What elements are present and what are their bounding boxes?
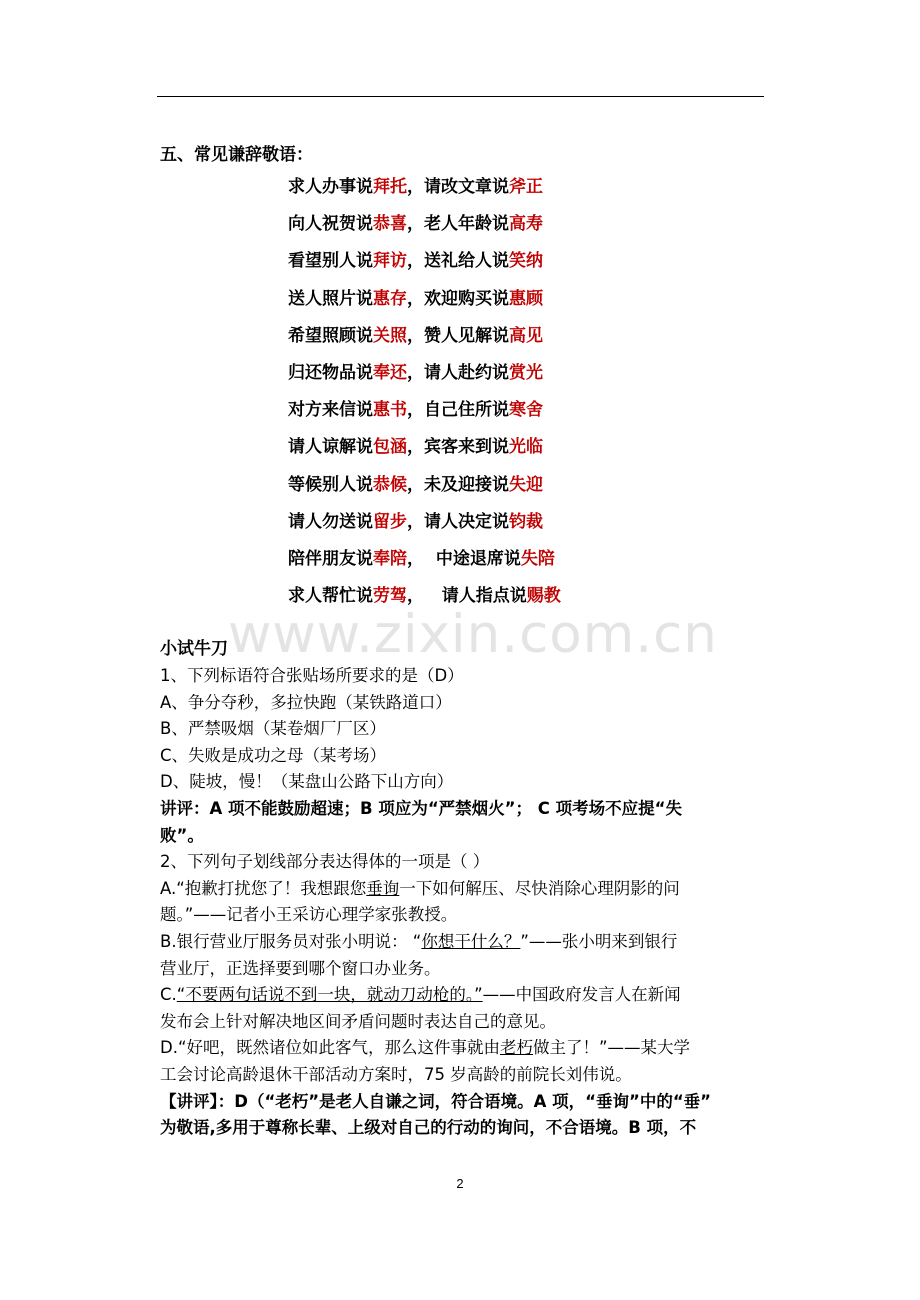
question-block — [160, 663, 766, 1142]
phrase-line: 请人谅解说包涵，宾客来到说光临 — [288, 437, 543, 458]
header-rule — [157, 96, 764, 97]
question-2-comment-cont: 为敬语,多用于尊称长辈、上级对自己的行动的询问，不合语境。B 项，不 — [160, 1118, 697, 1138]
phrase-line: 希望照顾说关照，赞人见解说高见 — [288, 325, 543, 346]
phrase-line: 求人办事说拜托，请改文章说斧正 — [288, 177, 543, 197]
question-2-option-a: A.“抱歉打扰您了！我想跟您垂询一下如何解压、尽快消除心理阴影的问 — [160, 878, 680, 898]
phrase-line: 看望别人说拜访，送礼给人说笑纳 — [288, 251, 543, 272]
question-2-option-d-cont: 工会讨论高龄退休干部活动方案时，75 岁高龄的前院长刘伟说。 — [160, 1064, 632, 1084]
practice-title: 小试牛刀 — [160, 639, 228, 659]
question-2-option-d: D.“好吧，既然诸位如此客气，那么这件事就由老朽做主了！”——某大学 — [160, 1038, 691, 1058]
question-1-comment: 讲评：A 项不能鼓励超速；B 项应为“严禁烟火”； C 项考场不应提“失 — [160, 798, 682, 818]
phrase-line: 对方来信说惠书，自己住所说寒舍 — [288, 400, 543, 421]
phrase-line: 归还物品说奉还，请人赴约说赏光 — [288, 362, 543, 383]
watermark: www.zixin.com.cn — [228, 604, 718, 665]
phrase-line: 送人照片说惠存，欢迎购买说惠顾 — [288, 288, 543, 309]
question-2-option-a-cont: 题。”——记者小王采访心理学家张教授。 — [160, 905, 458, 925]
phrase-line: 等候别人说恭候，未及迎接说失迎 — [288, 474, 543, 495]
question-2-option-b-cont: 营业厅，正选择要到哪个窗口办业务。 — [160, 958, 441, 978]
question-1-option-b: B、严禁吸烟（某卷烟厂厂区） — [160, 719, 386, 739]
question-1-option-d: D、陡坡，慢！（某盘山公路下山方向） — [160, 772, 454, 792]
question-1-option-a: A、争分夺秒，多拉快跑（某铁路道口） — [160, 692, 452, 712]
page-number: 2 — [456, 1176, 464, 1191]
honorific-phrase-list — [288, 173, 561, 619]
question-2-option-b: B.银行营业厅服务员对张小明说： “你想干什么？”——张小明来到银行 — [160, 931, 678, 951]
question-1-stem: 1、下列标语符合张贴场所要求的是（D） — [160, 666, 464, 685]
phrase-line: 请人勿送说留步，请人决定说钧裁 — [288, 511, 543, 532]
phrase-line: 求人帮忙说劳驾， 请人指点说赐教 — [288, 586, 561, 607]
question-2-option-c: C.“不要两句话说不到一块，就动刀动枪的。”——中国政府发言人在新闻 — [160, 985, 681, 1005]
question-2-stem: 2、下列句子划线部分表达得体的一项是（ ） — [160, 852, 490, 872]
question-2-comment: 【讲评】：D（“老朽”是老人自谦之词，符合语境。A 项，“垂询”中的“垂” — [160, 1091, 712, 1111]
question-1-comment-cont: 败”。 — [160, 825, 204, 845]
question-2-option-c-cont: 发布会上针对解决地区间矛盾问题时表达自己的意见。 — [160, 1011, 556, 1031]
question-1-option-c: C、失败是成功之母（某考场） — [160, 745, 387, 765]
phrase-line: 陪伴朋友说奉陪， 中途退席说失陪 — [288, 548, 555, 569]
section-title: 五、常见谦辞敬语： — [160, 145, 313, 165]
phrase-line: 向人祝贺说恭喜，老人年龄说高寿 — [288, 214, 543, 235]
